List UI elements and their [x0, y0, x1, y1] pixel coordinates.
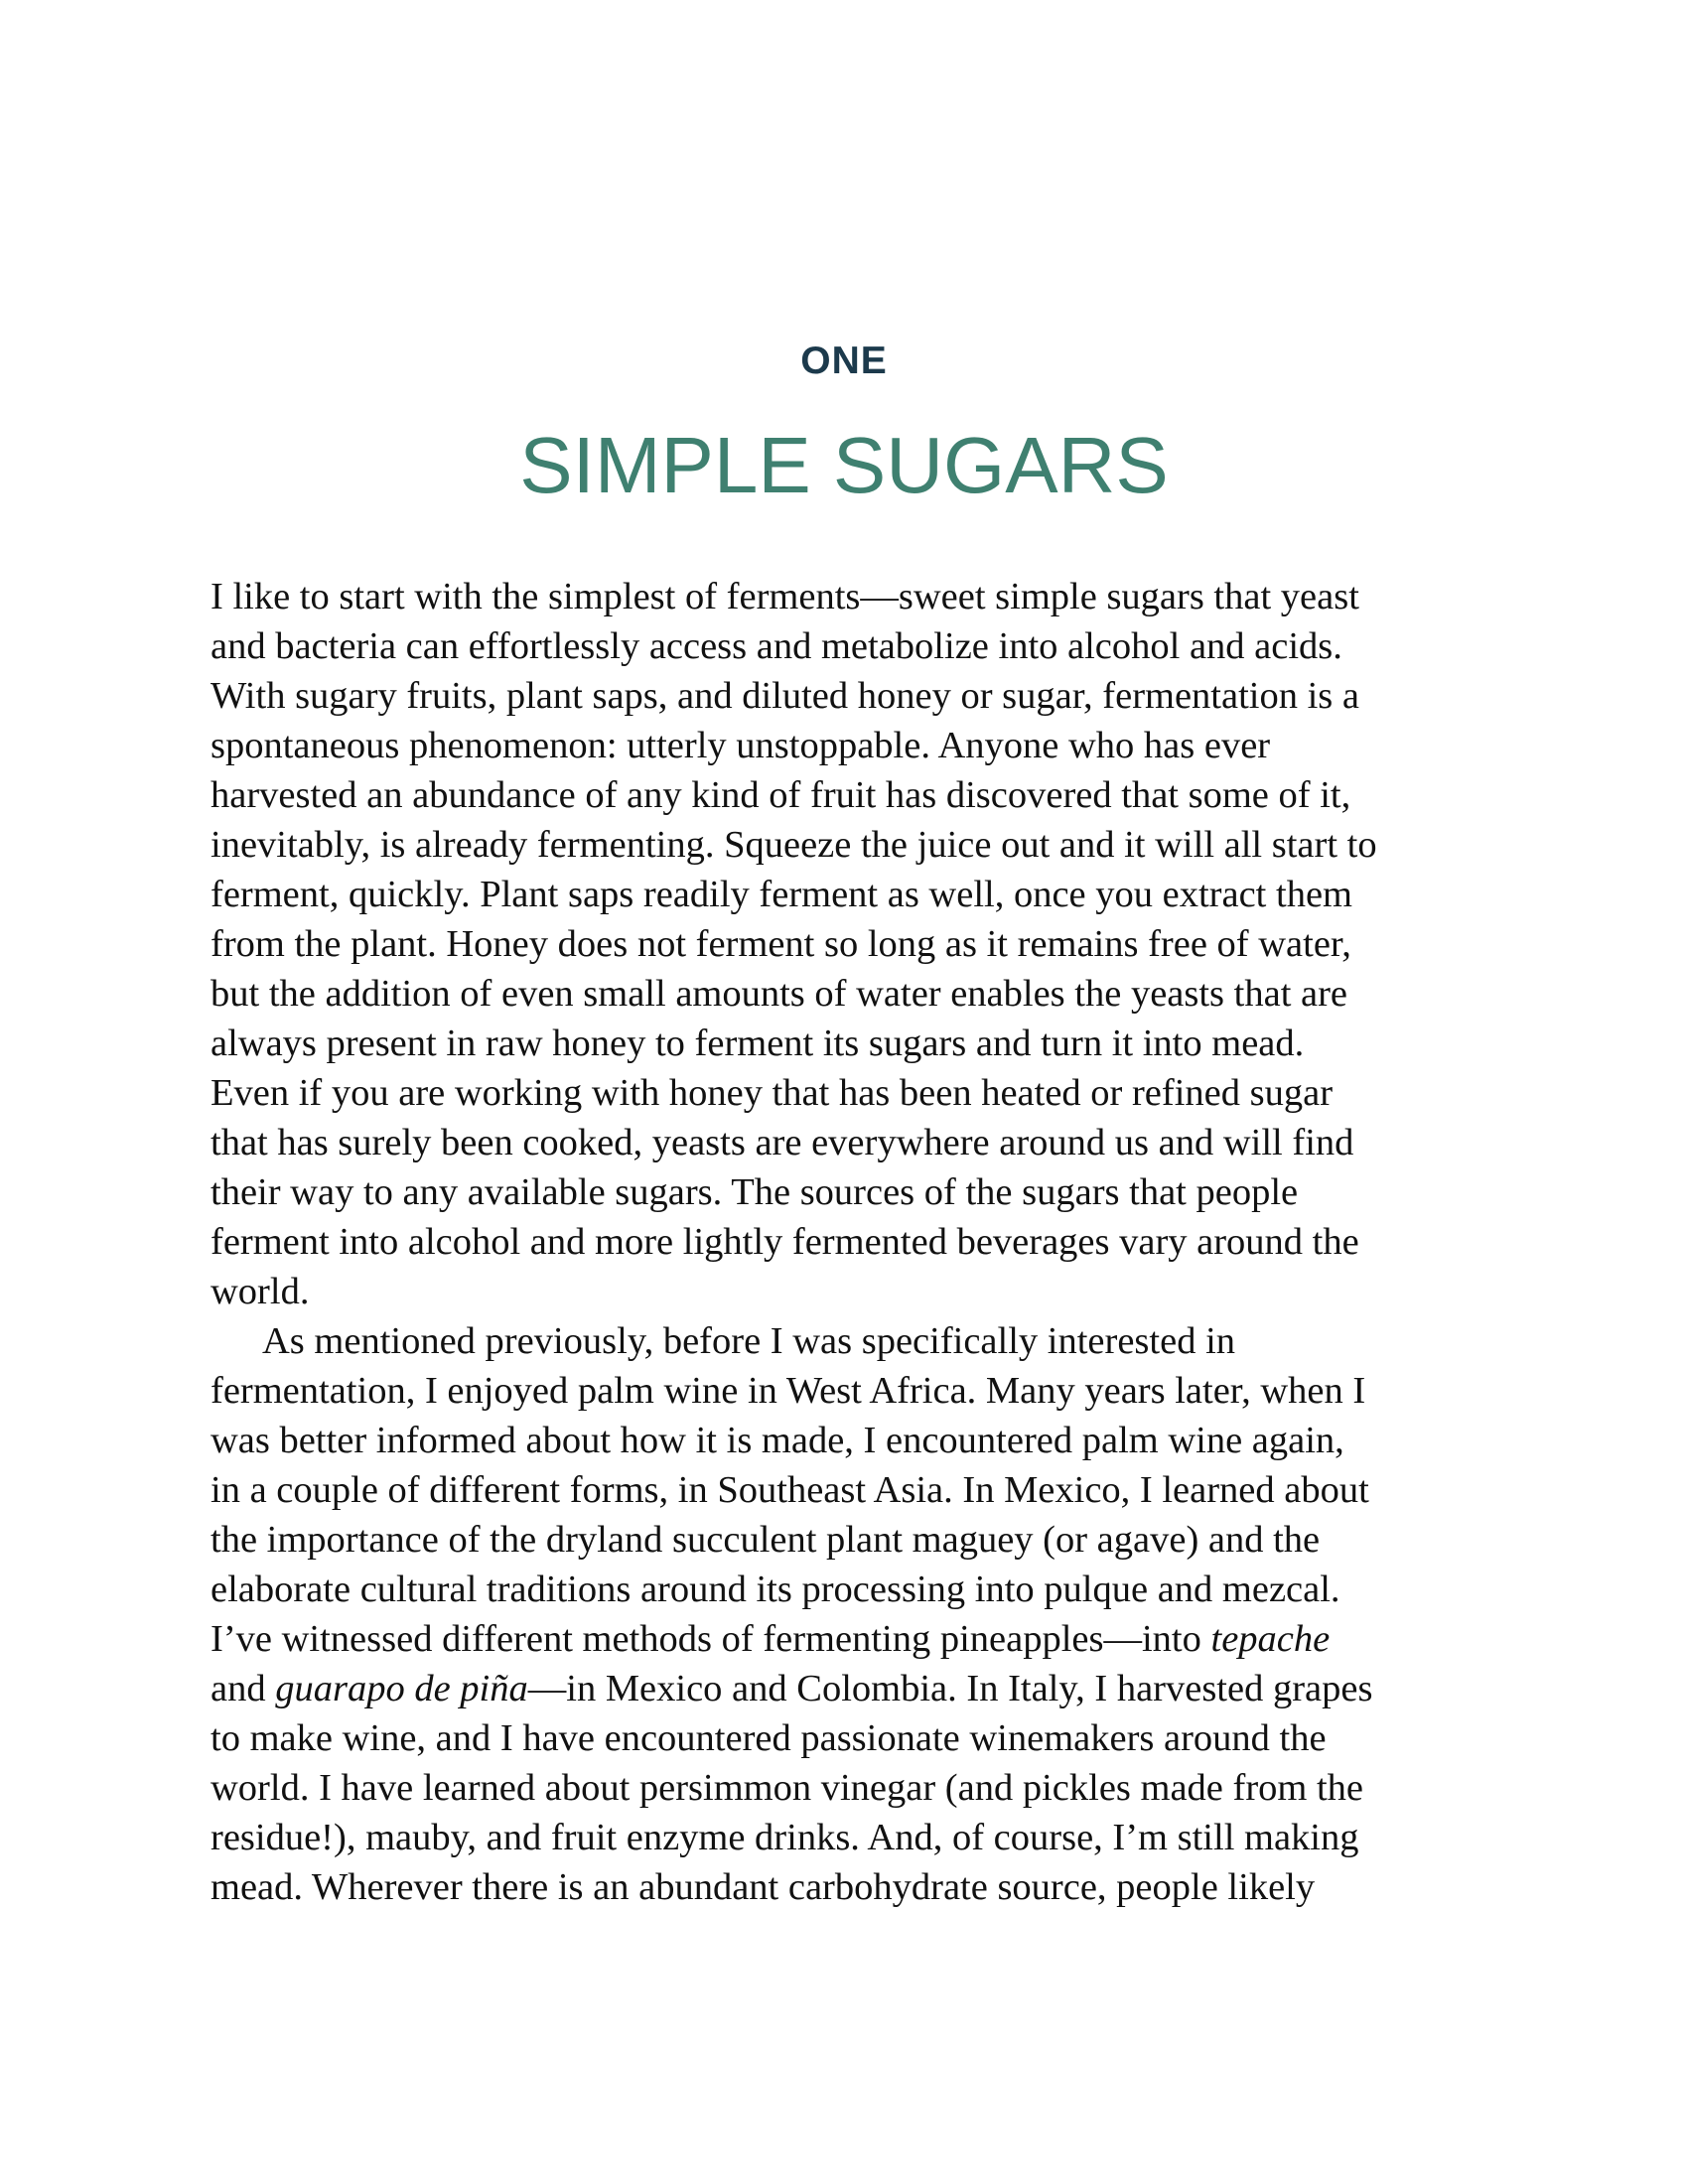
text-line: With sugary fruits, plant saps, and diluted honey or sugar, fermentation is a — [211, 675, 1359, 717]
text-line: their way to any available sugars. The sources of the sugars that people — [211, 1171, 1299, 1213]
text-line: but the addition of even small amounts of water enables the yeasts that are — [211, 973, 1348, 1015]
chapter-body — [211, 572, 1501, 1912]
text-line: I like to start with the simplest of ferments—sweet simple sugars that yeast — [211, 576, 1359, 617]
text-line: from the plant. Honey does not ferment so long as it remains free of water, — [211, 923, 1351, 965]
text-line: to make wine, and I have encountered passionate winemakers around the — [211, 1717, 1327, 1759]
text-line: residue!), mauby, and fruit enzyme drinks. And, of course, I’m still making — [211, 1817, 1359, 1858]
italic-term: guarapo de piña — [275, 1668, 528, 1709]
text-line: inevitably, is already fermenting. Squeeze the juice out and it will all start to — [211, 824, 1377, 866]
text-line — [211, 1664, 1501, 1713]
text-line: ferment, quickly. Plant saps readily ferment as well, once you extract them — [211, 874, 1352, 915]
text-line: in a couple of different forms, in Southeast Asia. In Mexico, I learned about — [211, 1469, 1369, 1511]
text-line: fermentation, I enjoyed palm wine in West Africa. Many years later, when I — [211, 1370, 1366, 1412]
text-line: world. — [211, 1271, 310, 1312]
text-run: I’ve witnessed different methods of fermenting pineapples—into — [211, 1618, 1211, 1660]
chapter-title: SIMPLE SUGARS — [519, 421, 1169, 509]
text-line: world. I have learned about persimmon vinegar (and pickles made from the — [211, 1767, 1364, 1809]
text-run: —in Mexico and Colombia. In Italy, I harvested grapes — [527, 1668, 1373, 1709]
text-run: and — [211, 1668, 276, 1709]
italic-term: tepache — [1210, 1618, 1331, 1660]
text-line: was better informed about how it is made, I encountered palm wine again, — [211, 1420, 1344, 1461]
text-line: always present in raw honey to ferment its sugars and turn it into mead. — [211, 1023, 1305, 1064]
chapter-number: ONE — [800, 340, 888, 382]
text-line: elaborate cultural traditions around its processing into pulque and mezcal. — [211, 1569, 1340, 1610]
text-line: the importance of the dryland succulent plant maguey (or agave) and the — [211, 1519, 1321, 1561]
text-line — [211, 1614, 1501, 1664]
text-line: that has surely been cooked, yeasts are everywhere around us and will find — [211, 1122, 1354, 1163]
text-line: As mentioned previously, before I was specifically interested in — [262, 1320, 1236, 1362]
text-line: Even if you are working with honey that has been heated or refined sugar — [211, 1072, 1334, 1114]
text-line: spontaneous phenomenon: utterly unstoppable. Anyone who has ever — [211, 725, 1271, 766]
text-line: ferment into alcohol and more lightly fermented beverages vary around the — [211, 1221, 1359, 1263]
text-line: harvested an abundance of any kind of fruit has discovered that some of it, — [211, 774, 1351, 816]
text-line: and bacteria can effortlessly access and metabolize into alcohol and acids. — [211, 625, 1342, 667]
text-line: mead. Wherever there is an abundant carbohydrate source, people likely — [211, 1866, 1316, 1908]
paragraph-1 — [211, 572, 1501, 1316]
paragraph-2 — [211, 1316, 1501, 1912]
